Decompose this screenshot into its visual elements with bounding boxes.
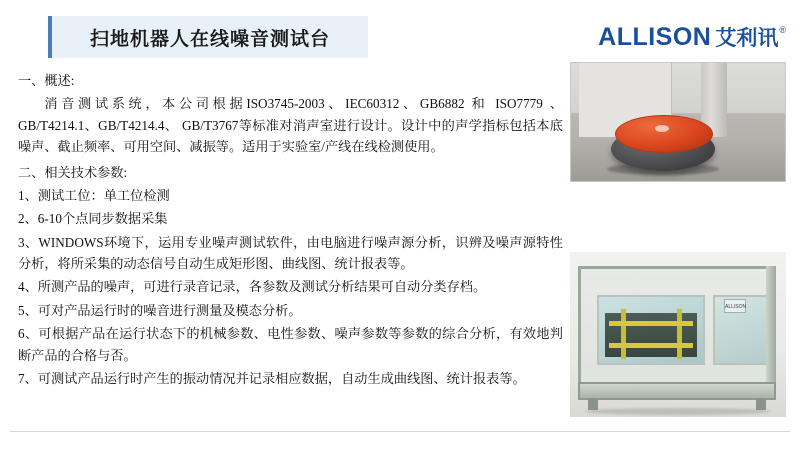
page-title: 扫地机器人在线噪音测试台 <box>89 28 330 50</box>
fixture-rail-top <box>609 321 693 326</box>
robot-button-icon <box>655 125 669 132</box>
param-item-1: 1、测试工位：单工位检测 <box>18 187 170 203</box>
fixture-rail-bottom <box>609 343 693 348</box>
machine-nameplate: ALLISON <box>724 299 746 313</box>
station-leg-right <box>756 398 766 410</box>
param-item-7: 7、可测试产品运行时产生的振动情况并记录相应数据，自动生成曲线图、统计报表等。 <box>18 370 526 386</box>
inner-chamber <box>605 313 697 357</box>
robot-vacuum-photo <box>570 62 786 182</box>
brand-name-en: ALLISON <box>598 23 712 51</box>
brand-name-cn: 艾利讯 <box>715 27 779 50</box>
params-heading: 二、相关技术参数: <box>18 164 128 180</box>
footer-divider <box>10 431 790 432</box>
fixture-post-left <box>621 309 626 359</box>
registered-mark-icon: ® <box>779 25 786 35</box>
param-item-5: 5、可对产品运行时的噪音进行测量及模态分析。 <box>18 302 302 318</box>
param-item-4: 4、所测产品的噪声，可进行录音记录，各参数及测试分析结果可自动分类存档。 <box>18 279 487 295</box>
station-frame <box>578 266 776 390</box>
content-column <box>18 70 563 391</box>
station-leg-left <box>588 398 598 410</box>
anechoic-test-station-photo <box>570 252 786 417</box>
brand-logo <box>598 22 786 52</box>
robot-top-cover <box>615 115 713 153</box>
station-shadow <box>584 408 772 415</box>
overview-heading: 一、概述: <box>18 73 75 88</box>
param-item-3: 3、WINDOWS环境下，运用专业噪声测试软件，由电脑进行噪声源分析，识辨及噪声源特性分析，将所采集的动态信号自动生成矩形图、曲线图、统计报表等。 <box>18 234 563 271</box>
overview-paragraph: 消音测试系统，本公司根据ISO3745-2003、IEC60312、GB6882 和 ISO7779 、GB/T4214.1、GB/T4214.4、 GB/T3767等标准对消声室进行设计。设计中的声学指标包括本底噪声、截止频率、可用空间、减振等。适用于实验室/产线在线检测使用。 <box>18 96 563 155</box>
side-panel <box>766 266 776 390</box>
fixture-post-right <box>677 309 682 359</box>
param-item-6: 6、可根据产品在运行状态下的机械参数、电性参数、噪声参数等参数的综合分析，有效地判断产品的合格与否。 <box>18 326 563 363</box>
param-item-2: 2、6-10个点同步数据采集 <box>18 211 168 227</box>
station-base <box>578 382 776 400</box>
page-title-box <box>48 16 368 58</box>
